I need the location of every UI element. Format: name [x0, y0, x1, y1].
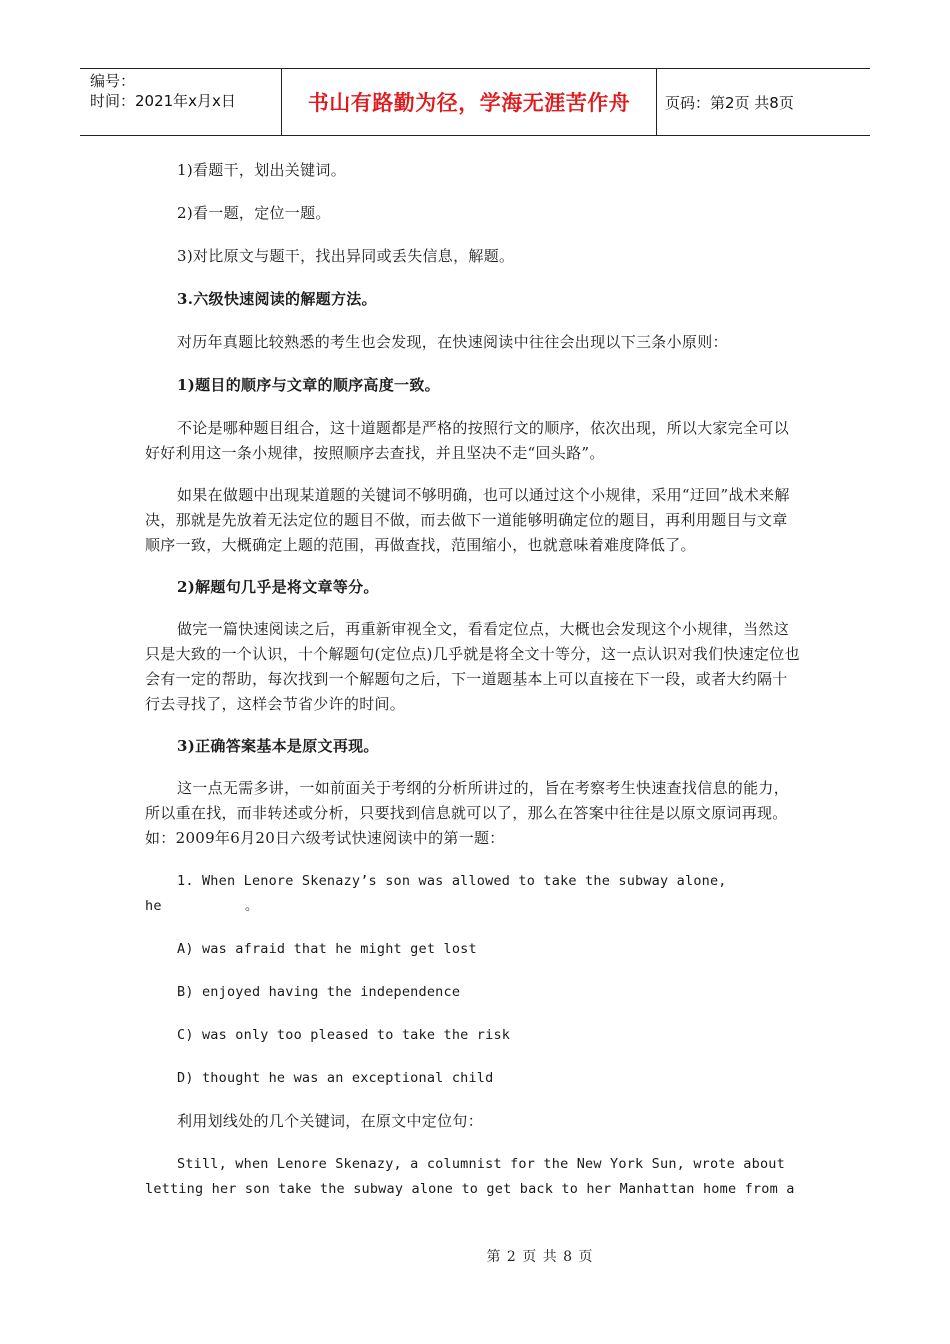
document-time-label: 时间：2021年x月x日 — [90, 92, 236, 110]
option-a: A) was afraid that he might get lost — [177, 941, 477, 957]
rule-3-title: 3)正确答案基本是原文再现。 — [177, 737, 379, 755]
document-body — [145, 158, 801, 1202]
question-line-2: he 。 — [145, 898, 259, 914]
option-c: C) was only too pleased to take the risk — [177, 1027, 511, 1043]
quote-line-1: Still, when Lenore Skenazy, a columnist for the New York Sun, wrote about — [177, 1156, 785, 1172]
rule-1-title: 1)题目的顺序与文章的顺序高度一致。 — [177, 376, 440, 394]
header-table — [80, 68, 870, 136]
rule-2-paragraph: 做完一篇快速阅读之后，再重新审视全文，看看定位点，大概也会发现这个小规律，当然这只是大致的一个认识，十个解题句(定位点)几乎就是将全文十等分，这一点认识对我们快速定位也会有一定的帮助，每次找到一个解题句之后，下一道题基本上可以直接在下一段，或者大约隔十行去寻找了，这样会节省少许的时间。 — [145, 620, 800, 713]
question-line-1: 1. When Lenore Skenazy’s son was allowed to take the subway alone, — [177, 873, 727, 889]
locate-intro: 利用划线处的几个关键词，在原文中定位句： — [177, 1112, 484, 1130]
header-meta-cell — [80, 69, 282, 135]
rule-1-paragraph-2: 如果在做题中出现某道题的关键词不够明确，也可以通过这个小规律，采用“迂回”战术来解决，那就是先放着无法定位的题目不做，而去做下一道能够明确定位的题目，再利用题目与文章顺序一致，大概确定上题的范围，再做查找，范围缩小，也就意味着难度降低了。 — [145, 486, 790, 554]
option-d: D) thought he was an exceptional child — [177, 1070, 494, 1086]
intro-paragraph: 对历年真题比较熟悉的考生也会发现，在快速阅读中往往会出现以下三条小原则： — [177, 333, 728, 351]
rule-1-paragraph-1: 不论是哪种题目组合，这十道题都是严格的按照行文的顺序，依次出现，所以大家完全可以好好利用这一条小规律，按照顺序去查找，并且坚决不走“回头路”。 — [145, 419, 790, 462]
header-motto: 书山有路勤为径，学海无涯苦作舟 — [282, 69, 657, 135]
page-footer: 第 2 页 共 8 页 — [486, 1249, 594, 1265]
step-2: 2)看一题，定位一题。 — [177, 204, 331, 222]
header-page-info: 页码：第2页 共8页 — [665, 93, 794, 112]
step-1: 1)看题干，划出关键词。 — [177, 161, 346, 179]
document-number-label: 编号： — [90, 72, 136, 90]
quote-line-2: letting her son take the subway alone to get back to her Manhattan home from a — [145, 1181, 795, 1197]
rule-3-paragraph: 这一点无需多讲，一如前面关于考纲的分析所讲过的，旨在考察考生快速查找信息的能力，所以重在找，而非转述或分析，只要找到信息就可以了，那么在答案中往往是以原文原词再现。如：2009年6月20日六级考试快速阅读中的第一题： — [145, 779, 790, 847]
step-3: 3)对比原文与题干，找出异同或丢失信息，解题。 — [177, 247, 515, 265]
rule-2-title: 2)解题句几乎是将文章等分。 — [177, 578, 379, 596]
option-b: B) enjoyed having the independence — [177, 984, 461, 1000]
section-heading-3: 3.六级快速阅读的解题方法。 — [177, 290, 377, 308]
